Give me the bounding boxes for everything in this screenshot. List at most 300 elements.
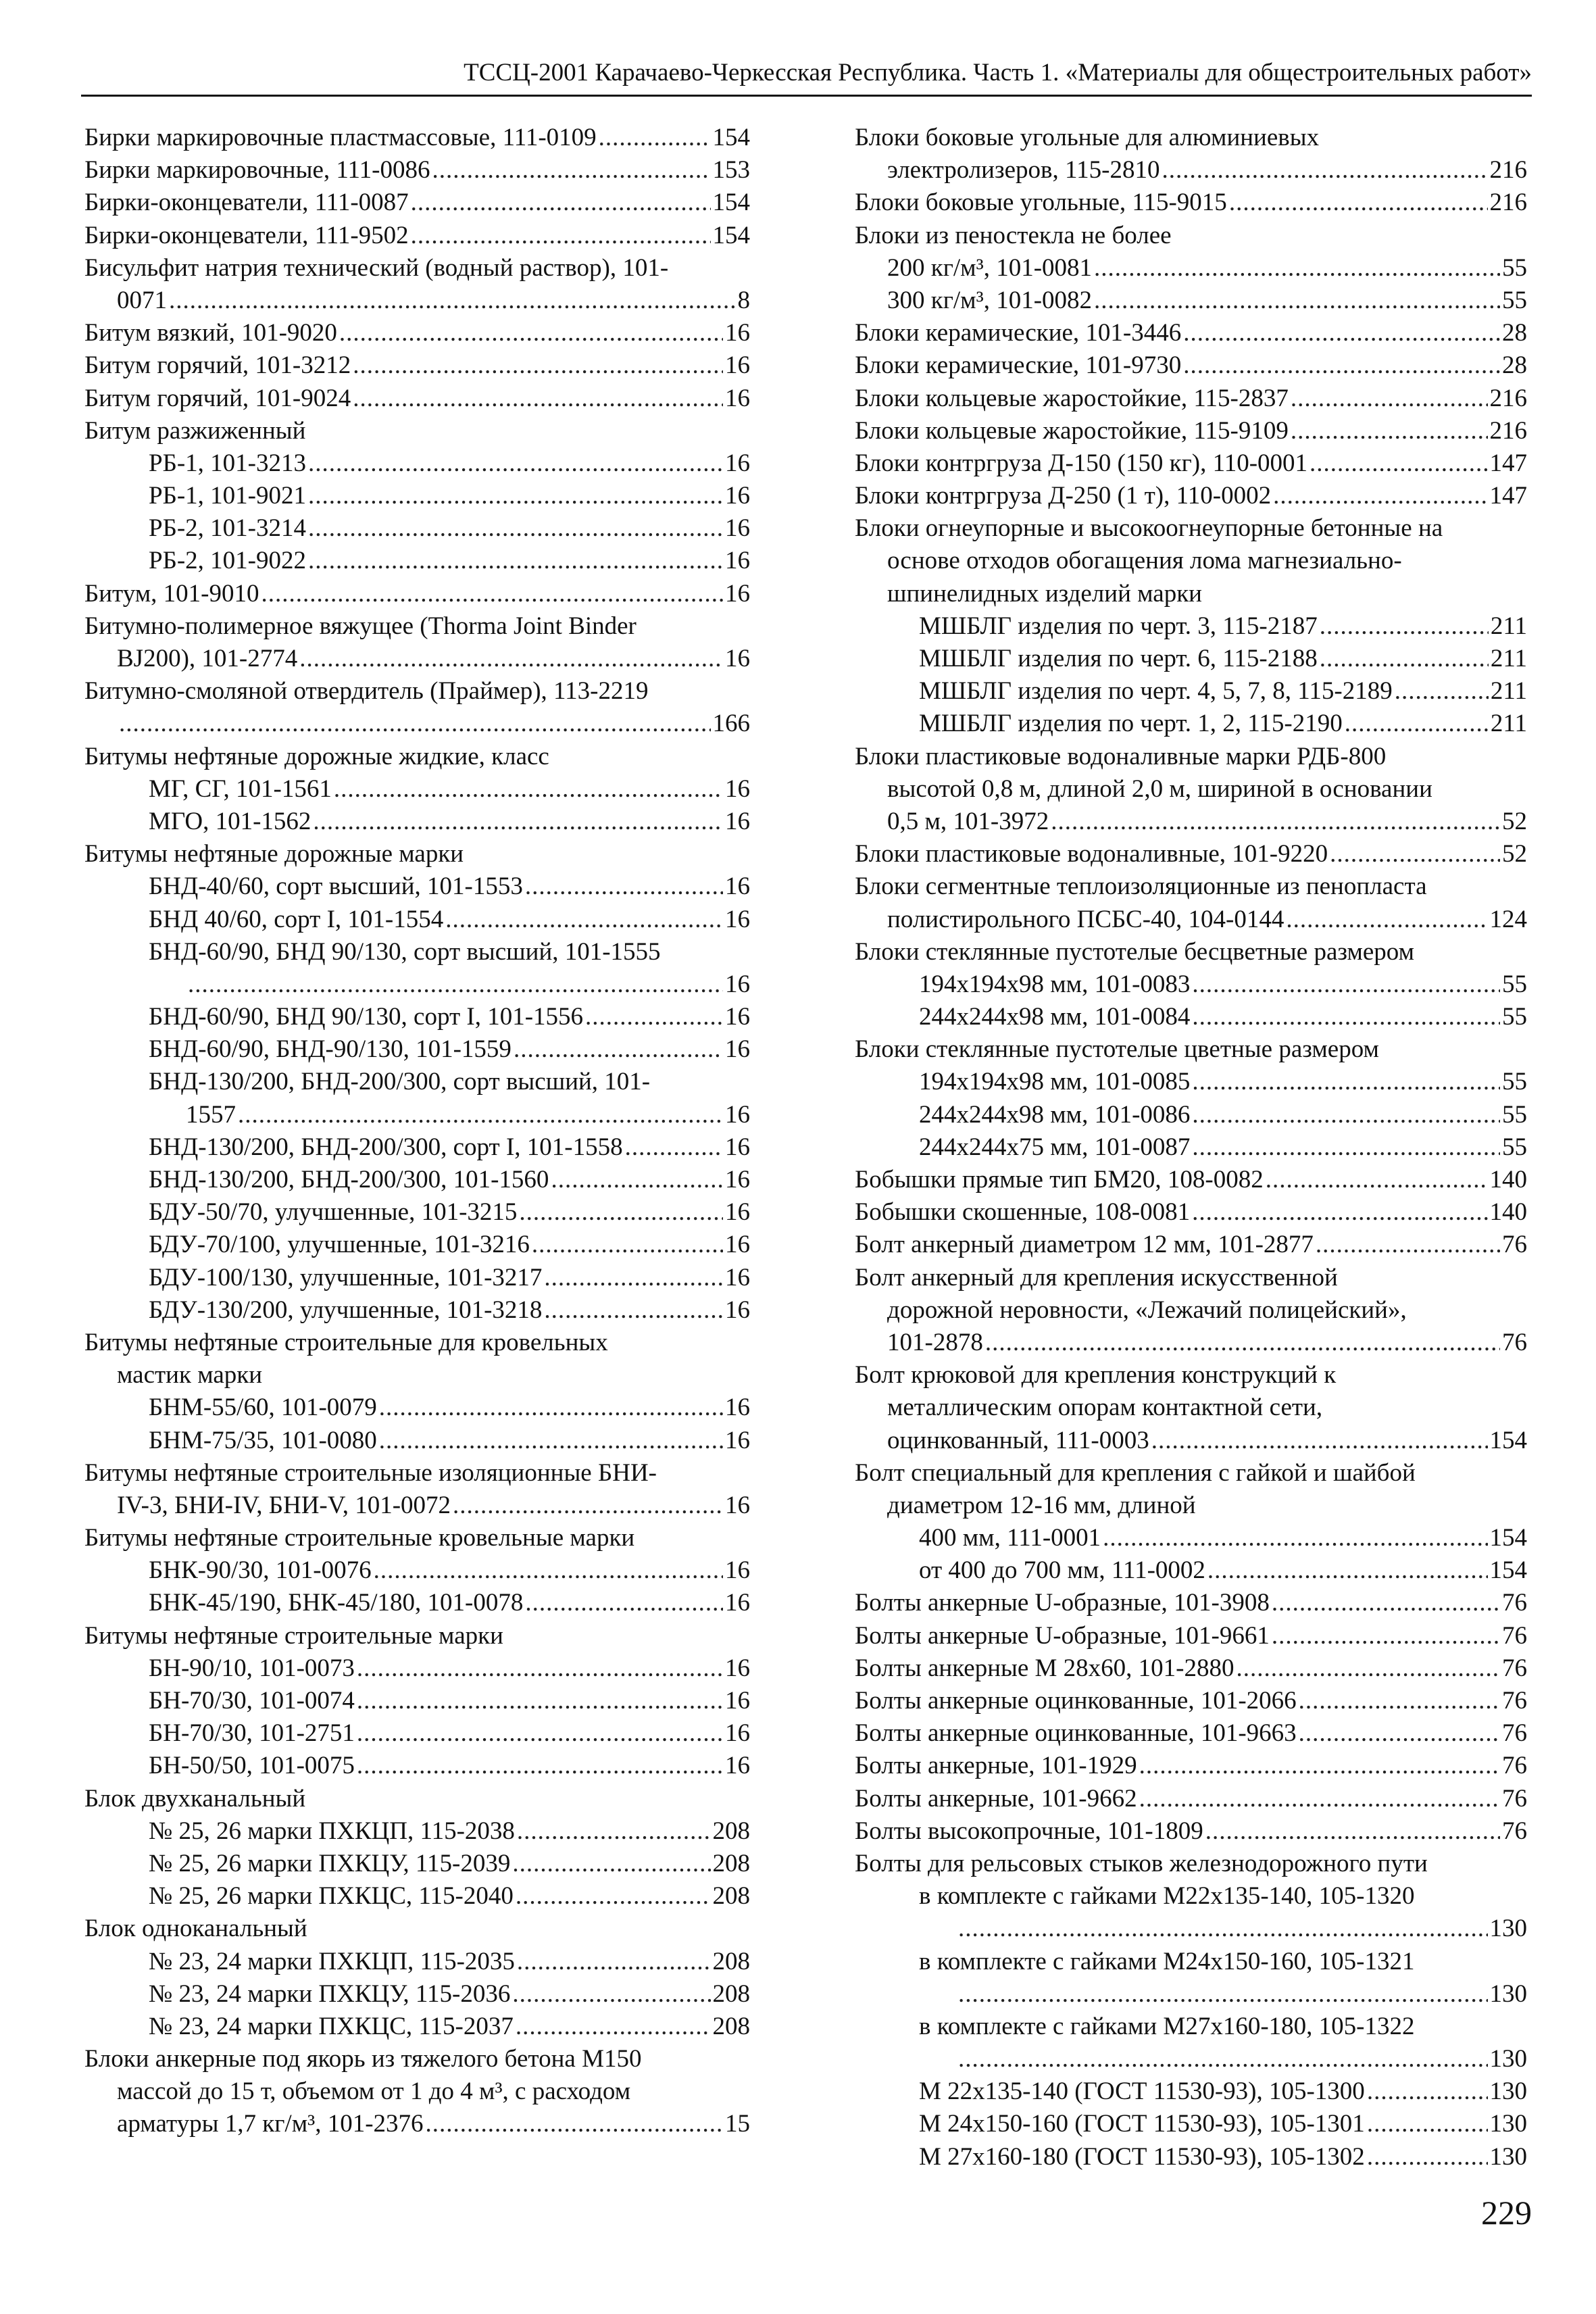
index-entry <box>84 2011 750 2043</box>
entry-page: 16 <box>725 482 750 510</box>
entry-page: 166 <box>712 710 750 738</box>
entry-text: Бирки маркировочные пластмассовые, 111-0109 <box>84 124 597 151</box>
entry-page: 208 <box>712 1817 750 1845</box>
index-entry <box>84 545 750 577</box>
entry-text: БНД-130/200, БНД-200/300, сорт высший, 101- <box>149 1068 651 1096</box>
index-entry <box>855 1164 1527 1196</box>
index-entry <box>855 1262 1527 1294</box>
entry-text: IV-3, БНИ-IV, БНИ-V, 101-0072 <box>117 1491 451 1519</box>
entry-text: № 25, 26 марки ПХКЦС, 115-2040 <box>149 1882 514 1911</box>
entry-page: 153 <box>712 156 750 184</box>
entry-page: 208 <box>712 1849 750 1877</box>
index-entry <box>855 349 1527 382</box>
entry-text: БНД-130/200, БНД-200/300, сорт I, 101-1558 <box>149 1133 623 1161</box>
entry-text: 244x244x98 мм, 101-0084 <box>919 1003 1191 1031</box>
dot-leader <box>188 968 723 1001</box>
dot-leader <box>1299 1717 1500 1750</box>
dot-leader <box>411 220 711 252</box>
entry-text: оцинкованный, 111-0003 <box>887 1426 1149 1454</box>
dot-leader <box>1205 1815 1500 1848</box>
dot-leader <box>1139 1750 1500 1782</box>
entry-text: Битум горячий, 101-9024 <box>84 384 351 412</box>
entry-page: 130 <box>1489 2077 1527 2106</box>
index-entry <box>855 578 1527 610</box>
index-entry <box>84 1066 750 1098</box>
entry-page: 16 <box>725 1166 750 1193</box>
dot-leader <box>1192 968 1500 1001</box>
entry-page: 16 <box>725 905 750 933</box>
index-entry <box>84 806 750 838</box>
entry-page: 16 <box>725 547 750 575</box>
entry-page: 16 <box>725 1100 750 1129</box>
dot-leader <box>1291 383 1488 415</box>
entry-page: 16 <box>725 1556 750 1585</box>
running-header <box>81 53 1532 97</box>
entry-page: 76 <box>1502 1719 1527 1748</box>
entry-page: 140 <box>1489 1166 1527 1193</box>
index-entry <box>84 870 750 903</box>
entry-page: 154 <box>712 189 750 217</box>
dot-leader <box>585 1001 723 1033</box>
dot-leader <box>544 1294 723 1327</box>
index-entry <box>84 1913 750 1945</box>
entry-text: 0,5 м, 101-3972 <box>887 807 1049 835</box>
entry-page: 28 <box>1502 351 1527 380</box>
dot-leader <box>519 1196 723 1229</box>
entry-text: в комплекте с гайками М27x160-180, 105-1322 <box>919 2012 1415 2040</box>
index-entry <box>84 1033 750 1066</box>
index-entry <box>855 1196 1527 1229</box>
index-entry <box>84 1946 750 1978</box>
dot-leader <box>453 1490 723 1522</box>
entry-text: Битумно-смоляной отвердитель (Праймер), 113-2219 <box>84 677 649 706</box>
index-entry <box>855 2075 1527 2108</box>
entry-page: 216 <box>1489 384 1527 412</box>
entry-text: Блоки контргруза Д-150 (150 кг), 110-0001 <box>855 449 1308 477</box>
index-entry <box>855 1652 1527 1685</box>
entry-text: Болты анкерные оцинкованные, 101-9663 <box>855 1719 1297 1748</box>
entry-page: 16 <box>725 807 750 835</box>
dot-leader <box>374 1554 723 1587</box>
entry-text: Блоки керамические, 101-3446 <box>855 319 1182 347</box>
index-entry <box>84 285 750 317</box>
entry-page: 16 <box>725 1035 750 1064</box>
entry-text: 194x194x98 мм, 101-0085 <box>919 1068 1191 1096</box>
entry-page: 147 <box>1489 482 1527 510</box>
entry-page: 16 <box>725 579 750 608</box>
index-entry <box>855 447 1527 480</box>
index-entry <box>84 1620 750 1652</box>
index-entry <box>84 415 750 447</box>
index-entry <box>84 252 750 285</box>
entry-text: Болт крюковой для крепления конструкций к <box>855 1361 1337 1389</box>
dot-leader <box>1151 1425 1488 1457</box>
index-entry <box>84 1848 750 1880</box>
entry-text: М 27x160-180 (ГОСТ 11530-93), 105-1302 <box>919 2142 1365 2171</box>
dot-leader <box>525 1587 723 1619</box>
entry-text: БНД-130/200, БНД-200/300, 101-1560 <box>149 1166 549 1193</box>
dot-leader <box>1192 1196 1487 1229</box>
entry-text: Блоки анкерные под якорь из тяжелого бетона М150 <box>84 2045 642 2073</box>
entry-text: БН-50/50, 101-0075 <box>149 1752 355 1780</box>
index-entry <box>855 2141 1527 2173</box>
index-entry <box>84 1229 750 1261</box>
index-entry <box>84 675 750 708</box>
entry-page: 130 <box>1489 2142 1527 2171</box>
entry-text: РБ-2, 101-3214 <box>149 514 306 543</box>
entry-text: Болты анкерные М 28x60, 101-2880 <box>855 1654 1235 1682</box>
entry-page: 154 <box>1489 1556 1527 1585</box>
index-entry <box>855 317 1527 349</box>
index-entry <box>855 383 1527 415</box>
entry-page: 55 <box>1502 1100 1527 1129</box>
entry-text: РБ-1, 101-9021 <box>149 482 306 510</box>
index-entry <box>84 2075 750 2108</box>
entry-text: 101-2878 <box>887 1328 983 1356</box>
index-entry <box>84 2108 750 2140</box>
entry-text: БНК-45/190, БНК-45/180, 101-0078 <box>149 1589 524 1617</box>
dot-leader <box>1094 252 1500 285</box>
entry-text: 1557 <box>186 1100 236 1129</box>
entry-page: 16 <box>725 1654 750 1682</box>
entry-text: № 23, 24 марки ПХКЦС, 115-2037 <box>149 2012 514 2040</box>
index-entry <box>855 1131 1527 1164</box>
entry-page: 16 <box>725 319 750 347</box>
index-entry <box>855 838 1527 870</box>
entry-text: мастик марки <box>117 1361 263 1389</box>
index-entry <box>84 1294 750 1327</box>
dot-leader <box>1299 1685 1500 1717</box>
index-entry <box>855 675 1527 708</box>
dot-leader <box>1310 447 1487 480</box>
entry-page: 76 <box>1502 1687 1527 1715</box>
entry-text: БНМ-55/60, 101-0079 <box>149 1394 377 1422</box>
dot-leader <box>1320 610 1489 643</box>
entry-page: 76 <box>1502 1231 1527 1259</box>
dot-leader <box>357 1652 723 1685</box>
index-entry <box>84 1425 750 1457</box>
index-entry <box>855 2011 1527 2043</box>
entry-page: 16 <box>725 351 750 380</box>
entry-page: 154 <box>1489 1524 1527 1552</box>
index-entry <box>855 1001 1527 1033</box>
index-entry <box>84 1164 750 1196</box>
entry-text: Болты анкерные U-образные, 101-9661 <box>855 1621 1270 1650</box>
dot-leader <box>1273 480 1487 512</box>
index-entry <box>84 773 750 806</box>
index-entry <box>855 545 1527 577</box>
entry-text: Блоки стеклянные пустотелые цветные размером <box>855 1035 1379 1064</box>
entry-text: в комплекте с гайками М24x150-160, 105-1321 <box>919 1947 1415 1975</box>
index-entry <box>84 447 750 480</box>
entry-page: 211 <box>1490 677 1527 706</box>
entry-text: МШБЛГ изделия по черт. 1, 2, 115-2190 <box>919 710 1343 738</box>
dot-leader <box>334 773 723 806</box>
entry-text: БДУ-70/100, улучшенные, 101-3216 <box>149 1231 530 1259</box>
entry-page: 15 <box>725 2110 750 2138</box>
entry-text: BJ200), 101-2774 <box>117 645 298 672</box>
index-entry <box>855 708 1527 740</box>
dot-leader <box>261 578 723 610</box>
entry-page: 147 <box>1489 449 1527 477</box>
index-entry <box>855 154 1527 187</box>
dot-leader <box>1192 1131 1500 1164</box>
entry-text: 0071 <box>117 286 167 314</box>
entry-text: Блоки контргруза Д-250 (1 т), 110-0002 <box>855 482 1272 510</box>
entry-text: РБ-2, 101-9022 <box>149 547 306 575</box>
index-entry <box>855 187 1527 219</box>
entry-text: МШБЛГ изделия по черт. 4, 5, 7, 8, 115-2189 <box>919 677 1393 706</box>
index-entry <box>855 1392 1527 1424</box>
entry-text: Болт анкерный для крепления искусственной <box>855 1263 1338 1291</box>
entry-page: 211 <box>1490 612 1527 640</box>
entry-page: 16 <box>725 449 750 477</box>
dot-leader <box>357 1685 723 1717</box>
entry-text: БНД-60/90, БНД-90/130, 101-1559 <box>149 1035 512 1064</box>
entry-page: 130 <box>1489 2110 1527 2138</box>
entry-page: 130 <box>1489 1915 1527 1943</box>
index-entry <box>84 741 750 773</box>
entry-text: электролизеров, 115-2810 <box>887 156 1160 184</box>
dot-leader <box>985 1327 1500 1359</box>
index-entry <box>855 1685 1527 1717</box>
entry-page: 8 <box>737 286 750 314</box>
entry-text: Бирки-оконцеватели, 111-9502 <box>84 221 409 249</box>
index-entry <box>84 1685 750 1717</box>
index-entry <box>855 643 1527 675</box>
entry-text: Бисульфит натрия технический (водный раствор), 101- <box>84 253 669 282</box>
index-entry <box>84 383 750 415</box>
index-entry <box>855 1750 1527 1782</box>
entry-page: 76 <box>1502 1328 1527 1356</box>
entry-page: 55 <box>1502 286 1527 314</box>
entry-text: БДУ-100/130, улучшенные, 101-3217 <box>149 1263 543 1291</box>
entry-text: Бирки маркировочные, 111-0086 <box>84 156 430 184</box>
index-column-right <box>855 122 1527 2173</box>
entry-page: 16 <box>725 1589 750 1617</box>
entry-page: 16 <box>725 774 750 803</box>
index-entry <box>855 904 1527 936</box>
dot-leader <box>313 806 723 838</box>
index-entry <box>84 480 750 512</box>
index-entry <box>84 1001 750 1033</box>
entry-page: 55 <box>1502 253 1527 282</box>
dot-leader <box>958 1913 1488 1945</box>
index-entry <box>84 1717 750 1750</box>
entry-page: 76 <box>1502 1784 1527 1813</box>
index-entry <box>855 773 1527 806</box>
dot-leader <box>308 480 723 512</box>
entry-text: Блоки боковые угольные для алюминиевых <box>855 124 1320 151</box>
dot-leader <box>1183 349 1500 382</box>
entry-text: арматуры 1,7 кг/м³, 101-2376 <box>117 2110 424 2138</box>
index-entry <box>855 1099 1527 1131</box>
entry-text: Блоки огнеупорные и высокоогнеупорные бетонные на <box>855 514 1443 543</box>
entry-text: Болты анкерные U-образные, 101-3908 <box>855 1589 1270 1617</box>
entry-page: 208 <box>712 1882 750 1911</box>
dot-leader <box>353 349 723 382</box>
entry-text: БНМ-75/35, 101-0080 <box>149 1426 377 1454</box>
entry-page: 16 <box>725 1133 750 1161</box>
entry-text: Блок одноканальный <box>84 1915 307 1943</box>
index-entry <box>84 1490 750 1522</box>
dot-leader <box>1367 2075 1488 2108</box>
index-entry <box>84 1815 750 1848</box>
entry-page: 16 <box>725 872 750 901</box>
index-entry <box>855 1717 1527 1750</box>
entry-text: Бирки-оконцеватели, 111-0087 <box>84 189 409 217</box>
entry-text: 194x194x98 мм, 101-0083 <box>919 970 1191 998</box>
index-entry <box>855 1815 1527 1848</box>
entry-page: 16 <box>725 384 750 412</box>
dot-leader <box>308 447 723 480</box>
entry-text: Битум горячий, 101-3212 <box>84 351 351 380</box>
index-entry <box>84 1652 750 1685</box>
index-entry <box>84 708 750 740</box>
index-entry <box>84 1262 750 1294</box>
dot-leader <box>1266 1164 1488 1196</box>
dot-leader <box>1192 1001 1500 1033</box>
dot-leader <box>958 2043 1488 2075</box>
index-entry <box>84 1196 750 1229</box>
entry-page: 216 <box>1489 156 1527 184</box>
entry-text: РБ-1, 101-3213 <box>149 449 306 477</box>
dot-leader <box>514 1033 723 1066</box>
entry-text: БНД-60/90, БНД 90/130, сорт высший, 101-1555 <box>149 937 661 966</box>
index-entry <box>855 1913 1527 1945</box>
entry-page: 208 <box>712 2012 750 2040</box>
entry-page: 211 <box>1490 645 1527 672</box>
entry-page: 16 <box>725 1394 750 1422</box>
entry-text: Битум, 101-9010 <box>84 579 259 608</box>
index-entry <box>855 285 1527 317</box>
entry-text: М 24x150-160 (ГОСТ 11530-93), 105-1301 <box>919 2110 1365 2138</box>
index-entry <box>84 2043 750 2075</box>
entry-page: 55 <box>1502 1133 1527 1161</box>
dot-leader <box>432 154 710 187</box>
entry-page: 76 <box>1502 1589 1527 1617</box>
entry-page: 16 <box>725 1426 750 1454</box>
index-entry <box>855 1425 1527 1457</box>
dot-leader <box>517 1946 711 1978</box>
entry-text: БДУ-50/70, улучшенные, 101-3215 <box>149 1198 518 1227</box>
index-entry <box>855 1783 1527 1815</box>
entry-text: Болт специальный для крепления с гайкой и шайбой <box>855 1458 1416 1487</box>
entry-text: диаметром 12-16 мм, длиной <box>887 1491 1196 1519</box>
entry-text: БН-90/10, 101-0073 <box>149 1654 355 1682</box>
dot-leader <box>1272 1620 1500 1652</box>
entry-text: БН-70/30, 101-0074 <box>149 1687 355 1715</box>
dot-leader <box>599 122 711 154</box>
index-entry <box>84 1978 750 2011</box>
entry-text: Блоки керамические, 101-9730 <box>855 351 1182 380</box>
dot-leader <box>532 1229 723 1261</box>
entry-text: 244x244x75 мм, 101-0087 <box>919 1133 1191 1161</box>
dot-leader <box>445 904 723 936</box>
dot-leader <box>1316 1229 1500 1261</box>
index-entry <box>84 1457 750 1490</box>
entry-text: Блоки пластиковые водоналивные марки РДБ-800 <box>855 742 1387 770</box>
index-entry <box>855 1327 1527 1359</box>
entry-text: Бобышки прямые тип БМ20, 108-0082 <box>855 1166 1264 1193</box>
entry-page: 76 <box>1502 1817 1527 1845</box>
dot-leader <box>1367 2141 1488 2173</box>
entry-page: 16 <box>725 1687 750 1715</box>
index-entry <box>84 1359 750 1392</box>
index-entry <box>855 806 1527 838</box>
index-entry <box>855 936 1527 968</box>
entry-text: Бобышки скошенные, 108-0081 <box>855 1198 1191 1227</box>
index-entry <box>84 1783 750 1815</box>
entry-page: 16 <box>725 1296 750 1324</box>
entry-text: Битум разжиженный <box>84 416 306 445</box>
entry-text: Битумы нефтяные строительные марки <box>84 1621 503 1650</box>
entry-page: 154 <box>712 221 750 249</box>
index-entry <box>84 512 750 545</box>
dot-leader <box>625 1131 723 1164</box>
entry-text: БДУ-130/200, улучшенные, 101-3218 <box>149 1296 543 1324</box>
index-entry <box>855 1848 1527 1880</box>
dot-leader <box>512 1978 710 2011</box>
dot-leader <box>1320 643 1489 675</box>
index-entry <box>84 838 750 870</box>
dot-leader <box>1229 187 1488 219</box>
dot-leader <box>357 1717 723 1750</box>
index-entry <box>855 1294 1527 1327</box>
entry-page: 16 <box>725 1491 750 1519</box>
index-entry <box>855 1587 1527 1619</box>
index-entry <box>855 480 1527 512</box>
entry-page: 16 <box>725 514 750 543</box>
index-entry <box>84 1554 750 1587</box>
dot-leader <box>517 1815 711 1848</box>
dot-leader <box>516 1880 711 1913</box>
index-entry <box>855 1066 1527 1098</box>
entry-page: 52 <box>1502 840 1527 868</box>
entry-text: Блоки сегментные теплоизоляционные из пенопласта <box>855 872 1427 901</box>
entry-text: БН-70/30, 101-2751 <box>149 1719 355 1748</box>
dot-leader <box>1192 1066 1500 1098</box>
entry-page: 55 <box>1502 1068 1527 1096</box>
entry-text: МГО, 101-1562 <box>149 807 311 835</box>
entry-text: Битумы нефтяные строительные для кровельных <box>84 1328 608 1356</box>
dot-leader <box>1330 838 1500 870</box>
entry-text: металлическим опорам контактной сети, <box>887 1394 1323 1422</box>
index-entry <box>855 1359 1527 1392</box>
index-entry <box>84 220 750 252</box>
index-entry <box>855 968 1527 1001</box>
entry-text: № 23, 24 марки ПХКЦП, 115-2035 <box>149 1947 515 1975</box>
entry-page: 216 <box>1489 189 1527 217</box>
entry-text: дорожной неровности, «Лежачий полицейский», <box>887 1296 1407 1324</box>
entry-text: Битумы нефтяные дорожные марки <box>84 840 464 868</box>
dot-leader <box>379 1425 723 1457</box>
index-entry <box>855 1946 1527 1978</box>
entry-text: Битумы нефтяные строительные кровельные марки <box>84 1524 635 1552</box>
entry-page: 16 <box>725 1003 750 1031</box>
entry-page: 76 <box>1502 1654 1527 1682</box>
index-entry <box>84 122 750 154</box>
index-entry <box>855 610 1527 643</box>
entry-text: в комплекте с гайками М22x135-140, 105-1320 <box>919 1882 1415 1911</box>
index-entry <box>84 1587 750 1619</box>
entry-text: № 23, 24 марки ПХКЦУ, 115-2036 <box>149 1979 511 2008</box>
dot-leader <box>1183 317 1500 349</box>
entry-text: Битумно-полимерное вяжущее (Thorma Joint Binder <box>84 612 637 640</box>
entry-page: 16 <box>725 1719 750 1748</box>
index-entry <box>855 1978 1527 2011</box>
entry-text: МШБЛГ изделия по черт. 6, 115-2188 <box>919 645 1318 672</box>
